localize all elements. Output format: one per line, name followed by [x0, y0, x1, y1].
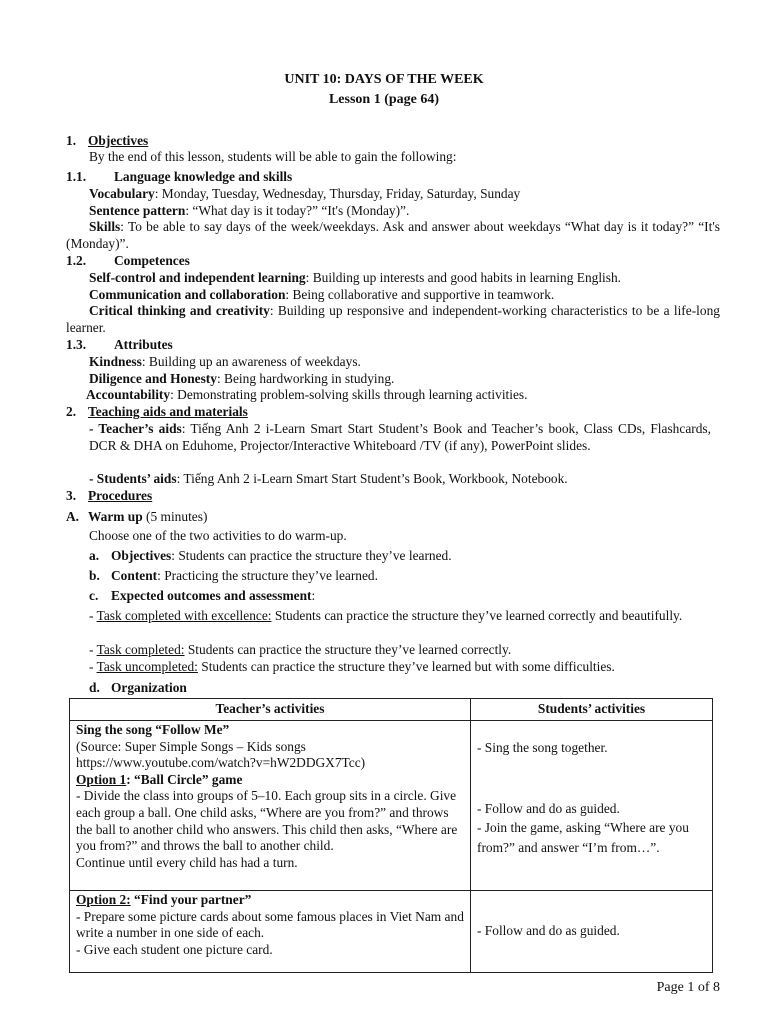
outcome-excellence: - Task completed with excellence: Students can practice the structure they’ve learned correctly and beautifully.: [89, 608, 683, 623]
organization-table: [69, 698, 713, 973]
objectives-intro: By the end of this lesson, students will be able to gain the following:: [89, 149, 457, 164]
section-attributes-heading: 1.3. Attributes: [66, 337, 173, 352]
warm-up-intro: Choose one of the two activities to do warm-up.: [89, 528, 347, 543]
header-students-activities: Students’ activities: [471, 699, 713, 721]
warm-up-heading: A. Warm up (5 minutes): [66, 509, 208, 524]
student-cell-1: - Sing the song together. - Follow and do as guided. - Join the game, asking “Where are you from?” and answer “I’m from…”.: [471, 721, 713, 891]
student-cell-2: - Follow and do as guided.: [471, 891, 713, 973]
outcome-uncompleted: - Task uncompleted: Students can practice the structure they’ve learned but with some difficulties.: [89, 659, 615, 674]
attribute-accountability: Accountability: Demonstrating problem-solving skills through learning activities.: [86, 387, 528, 402]
section-objectives-heading: 1. Objectives: [66, 133, 149, 148]
table-row: [70, 721, 713, 891]
warm-up-objectives: a. Objectives: Students can practice the structure they’ve learned.: [89, 548, 452, 563]
table-header-row: [70, 699, 713, 721]
section-competences-heading: 1.2. Competences: [66, 253, 190, 268]
sentence-pattern-line: Sentence pattern: “What day is it today?” “It's (Monday)”.: [89, 203, 410, 218]
outcome-completed: - Task completed: Students can practice the structure they’ve learned correctly.: [89, 642, 512, 657]
warm-up-content: b. Content: Practicing the structure they’ve learned.: [89, 568, 378, 583]
lesson-title: Lesson 1 (page 64): [328, 92, 440, 107]
competence-communication: Communication and collaboration: Being collaborative and supportive in teamwork.: [89, 287, 555, 302]
warm-up-outcomes-heading: c. Expected outcomes and assessment:: [89, 588, 316, 603]
attribute-kindness: Kindness: Building up an awareness of weekdays.: [89, 354, 361, 369]
vocabulary-line: Vocabulary: Monday, Tuesday, Wednesday, Thursday, Friday, Saturday, Sunday: [89, 186, 521, 201]
section-language-heading: 1.1. Language knowledge and skills: [66, 169, 293, 184]
header-teachers-activities: Teacher’s activities: [70, 699, 471, 721]
skills-paragraph: Skills: To be able to say days of the week/weekdays. Ask and answer about weekdays “What day is it today?” “It's (Monday)”.: [66, 219, 720, 251]
teacher-cell-2: Option 2: “Find your partner” - Prepare some picture cards about some famous places in Viet Nam and write a number in one side of each. - Give each student one picture card.: [70, 891, 471, 973]
competence-self-control: Self-control and independent learning: Building up interests and good habits in learning English.: [89, 270, 622, 285]
section-teaching-aids-heading: 2. Teaching aids and materials: [66, 404, 248, 419]
teachers-aids: - Teacher’s aids: Tiếng Anh 2 i-Learn Smart Start Student’s Book and Teacher’s book, Class CDs, Flashcards, DCR & DHA on Eduhome, Projector/Interactive Whiteboard /TV (if any), PowerPoint slides.: [89, 421, 711, 453]
competence-critical-thinking: Critical thinking and creativity: Building up responsive and independent-working characteristics to be a life-long learner.: [66, 303, 720, 335]
organization-heading: d. Organization: [89, 680, 187, 695]
unit-title: UNIT 10: DAYS OF THE WEEK: [284, 72, 484, 87]
section-procedures-heading: 3. Procedures: [66, 488, 153, 503]
teacher-cell-1: Sing the song “Follow Me” (Source: Super Simple Songs – Kids songs https://www.youtube.com/watch?v=hW2DDGX7Tcc) Option 1: “Ball Circle” game - Divide the class into groups of 5–10. Each group sits in a circle. Give each group a ball. One child asks, “Where are you from?” and throws the ball to another child who answers. This child then asks, “Where are you from?” and throws the ball to another child. Continue until every child has had a turn.: [70, 721, 471, 891]
students-aids: - Students’ aids: Tiếng Anh 2 i-Learn Smart Start Student’s Book, Workbook, Notebook.: [89, 471, 568, 486]
page-number: Page 1 of 8: [656, 980, 720, 995]
attribute-diligence: Diligence and Honesty: Being hardworking in studying.: [89, 371, 395, 386]
table-row: [70, 891, 713, 973]
